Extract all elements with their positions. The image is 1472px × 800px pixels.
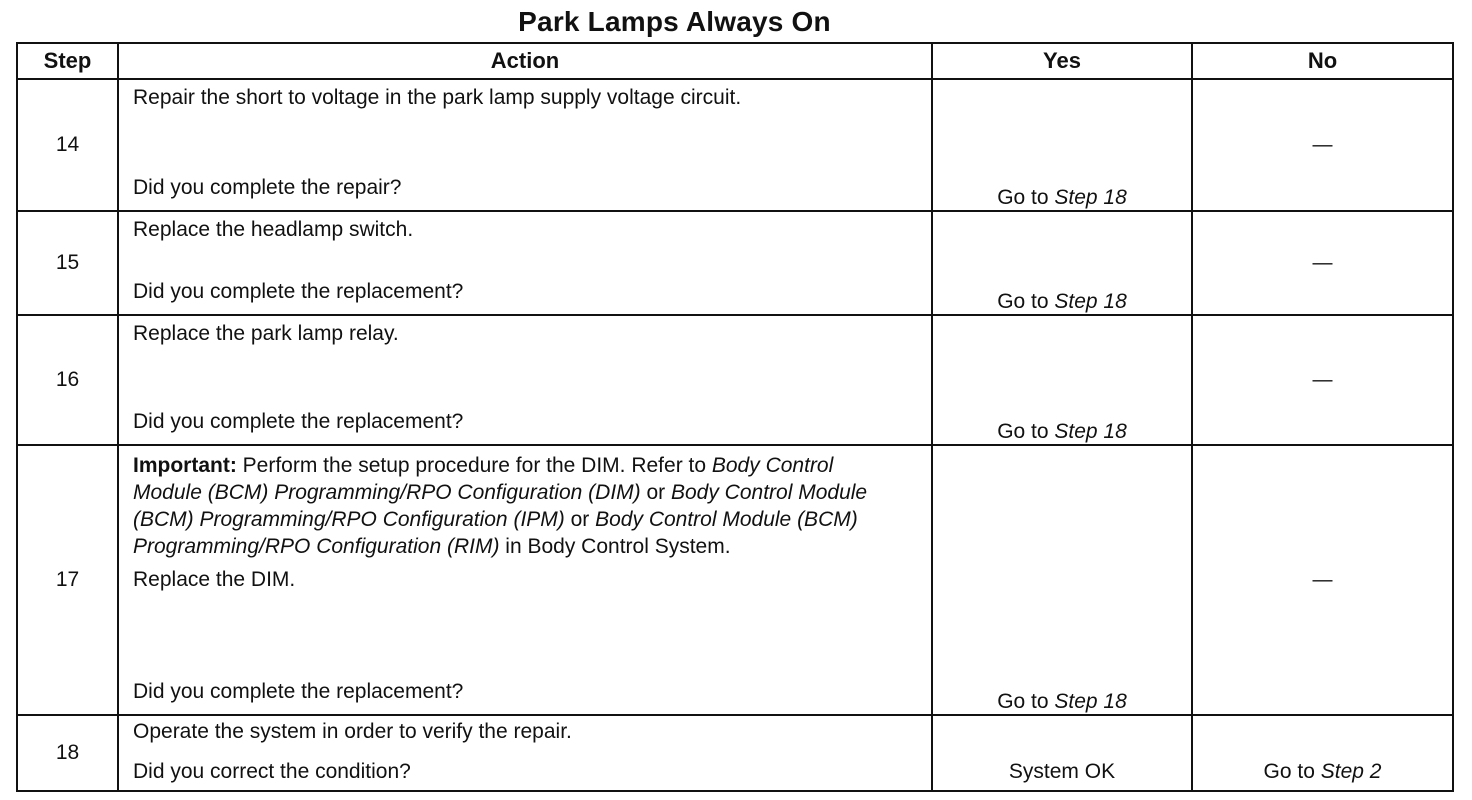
no-value: — xyxy=(1312,252,1333,274)
important-note xyxy=(133,452,893,560)
action-instruction: Operate the system in order to verify the repair. xyxy=(133,720,572,743)
note-text: Perform the setup procedure for the DIM. Refer to xyxy=(236,454,712,477)
note-text: or xyxy=(564,508,596,531)
important-label: Important: xyxy=(133,454,237,477)
step-number: 16 xyxy=(17,315,118,445)
action-instruction: Repair the short to voltage in the park lamp supply voltage circuit. xyxy=(133,86,742,109)
action-instruction: Replace the headlamp switch. xyxy=(133,218,414,241)
action-instruction: Replace the park lamp relay. xyxy=(133,322,399,345)
table-row xyxy=(17,79,1453,211)
step-link[interactable]: Step 2 xyxy=(1320,760,1382,783)
step-number: 17 xyxy=(17,445,118,715)
action-question: Did you complete the replacement? xyxy=(133,410,464,433)
step-number: 18 xyxy=(17,715,118,791)
no-cell xyxy=(1192,315,1453,445)
action-cell xyxy=(118,445,932,715)
note-text: in Body Control System. xyxy=(499,535,731,558)
action-question: Did you complete the replacement? xyxy=(133,280,464,303)
step-number: 15 xyxy=(17,211,118,315)
yes-cell xyxy=(932,211,1192,315)
no-cell xyxy=(1192,715,1453,791)
no-value: — xyxy=(1312,134,1333,156)
no-cell xyxy=(1192,79,1453,211)
action-question: Did you complete the repair? xyxy=(133,176,402,199)
page-title: Park Lamps Always On xyxy=(518,6,831,37)
action-cell xyxy=(118,79,932,211)
step-link[interactable]: Step 18 xyxy=(1054,290,1127,313)
action-question: Did you complete the replacement? xyxy=(133,680,464,703)
yes-prefix: Go to xyxy=(997,186,1055,209)
table-row xyxy=(17,315,1453,445)
table-row xyxy=(17,445,1453,715)
diagnostic-table xyxy=(16,42,1454,792)
yes-cell xyxy=(932,715,1192,791)
no-value: — xyxy=(1312,369,1333,391)
header-step: Step xyxy=(17,43,118,79)
step-link[interactable]: Step 18 xyxy=(1054,690,1127,713)
no-cell xyxy=(1192,211,1453,315)
header-no: No xyxy=(1192,43,1453,79)
action-instruction: Replace the DIM. xyxy=(133,568,296,591)
step-link[interactable]: Step 18 xyxy=(1054,420,1127,443)
action-question: Did you correct the condition? xyxy=(133,760,411,783)
yes-prefix: Go to xyxy=(997,420,1055,443)
header-action: Action xyxy=(118,43,932,79)
reference-link[interactable]: Body Control Module (BCM) Programming/RPO Configuration (IPM) xyxy=(133,481,868,531)
yes-cell xyxy=(932,315,1192,445)
yes-cell xyxy=(932,445,1192,715)
yes-prefix: Go to xyxy=(997,290,1055,313)
table-header-row xyxy=(17,43,1453,79)
action-cell xyxy=(118,315,932,445)
yes-value: System OK xyxy=(1008,760,1116,783)
reference-link[interactable]: Body Control Module (BCM) Programming/RPO Configuration (DIM) xyxy=(133,454,834,504)
no-value: — xyxy=(1312,569,1333,591)
note-text: or xyxy=(640,481,671,504)
action-cell xyxy=(118,211,932,315)
table-row xyxy=(17,211,1453,315)
table-row xyxy=(17,715,1453,791)
reference-link[interactable]: Body Control Module (BCM) Programming/RPO Configuration (RIM) xyxy=(133,508,858,558)
step-link[interactable]: Step 18 xyxy=(1054,186,1127,209)
step-number: 14 xyxy=(17,79,118,211)
action-cell xyxy=(118,715,932,791)
yes-prefix: Go to xyxy=(997,690,1055,713)
header-yes: Yes xyxy=(932,43,1192,79)
no-cell xyxy=(1192,445,1453,715)
yes-cell xyxy=(932,79,1192,211)
no-prefix: Go to xyxy=(1263,760,1321,783)
